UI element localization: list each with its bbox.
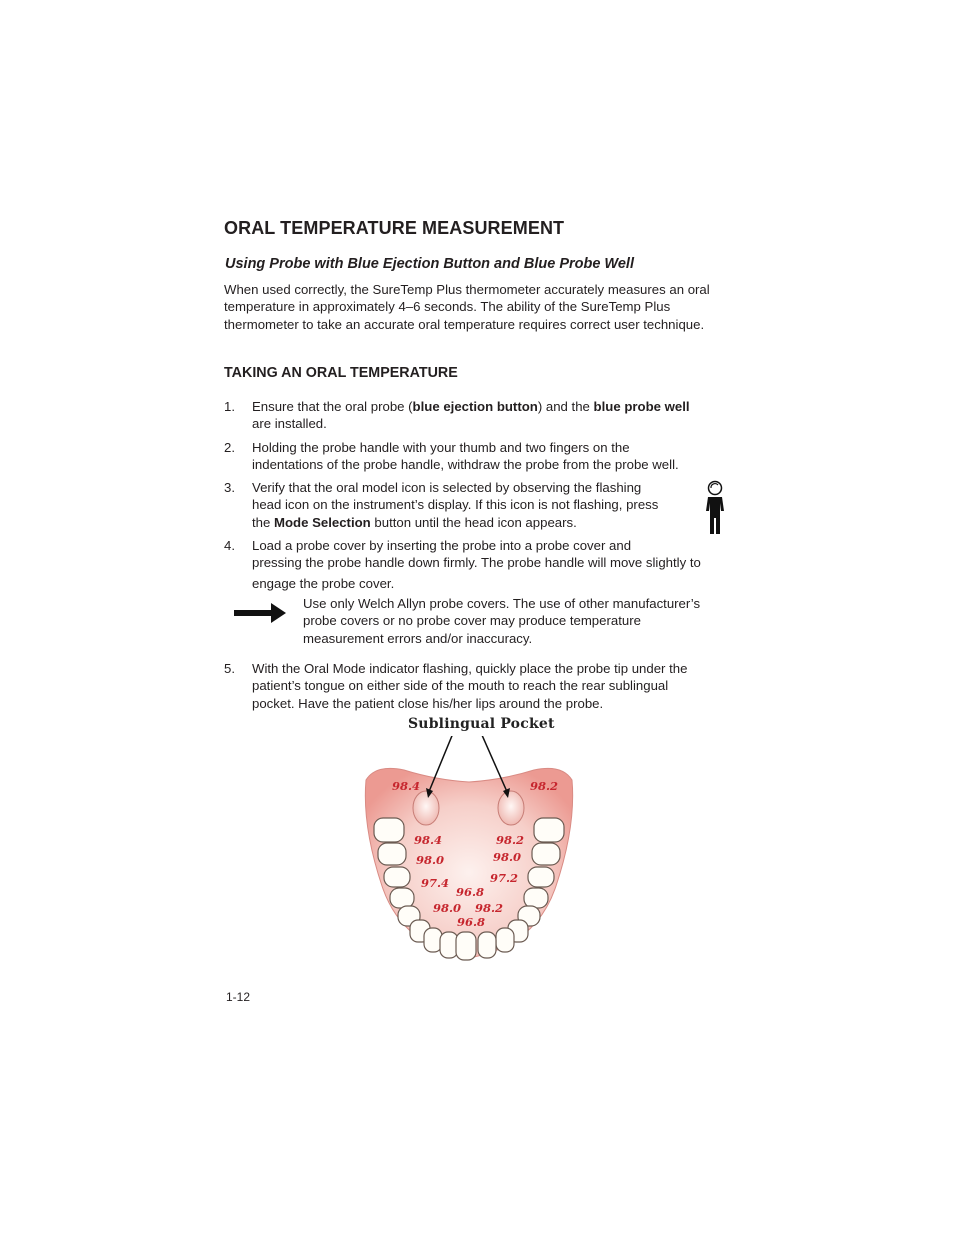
step-text: With the Oral Mode indicator flashing, quickly place the probe tip under the (252, 661, 688, 676)
temp-label: 98.2 (496, 833, 525, 847)
note-line: Use only Welch Allyn probe covers. The use of other manufacturer’s (303, 596, 701, 611)
temp-label: 98.0 (493, 850, 522, 864)
step-text: ) and the (537, 399, 594, 414)
figure-caption: Sublingual Pocket (408, 716, 555, 732)
step-text: Holding the probe handle with your thumb and two fingers on the (252, 440, 630, 455)
step-bold-text: blue ejection button (412, 399, 538, 414)
mouth-illustration (356, 736, 582, 962)
step-text: Ensure that the oral probe ( (252, 399, 413, 414)
left-sublingual-pocket (413, 791, 439, 825)
step-text: patient’s tongue on either side of the mouth to reach the rear sublingual (252, 678, 669, 694)
note-line: probe covers or no probe cover may produce temperature (303, 613, 641, 629)
step-text: Verify that the oral model icon is selected by observing the flashing (252, 480, 642, 495)
temp-label: 98.0 (433, 901, 462, 915)
page-title: ORAL TEMPERATURE MEASUREMENT (224, 218, 565, 238)
step-bold-text: blue probe well (593, 399, 690, 414)
intro-paragraph: When used correctly, the SureTemp Plus thermometer accurately measures an oral temperature in approximately 4–6 seconds. The ability of the SureTemp Plus thermometer to take an accurate oral temperature requires correct user technique. (224, 282, 710, 332)
temp-label: 96.8 (456, 885, 485, 899)
section-heading: TAKING AN ORAL TEMPERATURE (224, 365, 458, 381)
step-text: head icon on the instrument’s display. If this icon is not flashing, press (252, 497, 659, 513)
temp-label: 98.4 (392, 779, 421, 793)
page-number: 1-12 (226, 990, 251, 1004)
step-number: 2. (224, 440, 235, 455)
step-number: 5. (224, 661, 235, 676)
temp-label: 96.8 (457, 915, 486, 929)
page-subtitle: Using Probe with Blue Ejection Button and Blue Probe Well (225, 256, 634, 272)
note-text (303, 595, 733, 647)
temp-label: 98.2 (475, 901, 504, 915)
step-number: 1. (224, 399, 235, 414)
temp-label: 97.2 (490, 871, 519, 885)
step-bold-text: Mode Selection (274, 514, 371, 530)
step-text: pressing the probe handle down firmly. The probe handle will move slightly to (252, 555, 701, 571)
head-figure-icon (702, 480, 728, 536)
temp-label: 97.4 (421, 876, 450, 890)
step-text: indentations of the probe handle, withdraw the probe from the probe well. (252, 457, 679, 473)
step-text: engage the probe cover. (252, 575, 395, 591)
temp-label: 98.0 (416, 853, 445, 867)
step-number: 4. (224, 538, 235, 553)
temp-label: 98.4 (414, 833, 443, 847)
step-text: the (252, 514, 274, 530)
arrow-right-icon (233, 601, 287, 625)
right-sublingual-pocket (498, 791, 524, 825)
step-text: Load a probe cover by inserting the probe into a probe cover and (252, 538, 632, 553)
step-text: pocket. Have the patient close his/her lips around the probe. (252, 695, 604, 711)
step-number: 3. (224, 480, 235, 495)
note-line: measurement errors and/or inaccuracy. (303, 630, 533, 646)
step-text: button until the head icon appears. (370, 514, 577, 530)
step-text: are installed. (252, 416, 327, 432)
temp-label: 98.2 (530, 779, 559, 793)
